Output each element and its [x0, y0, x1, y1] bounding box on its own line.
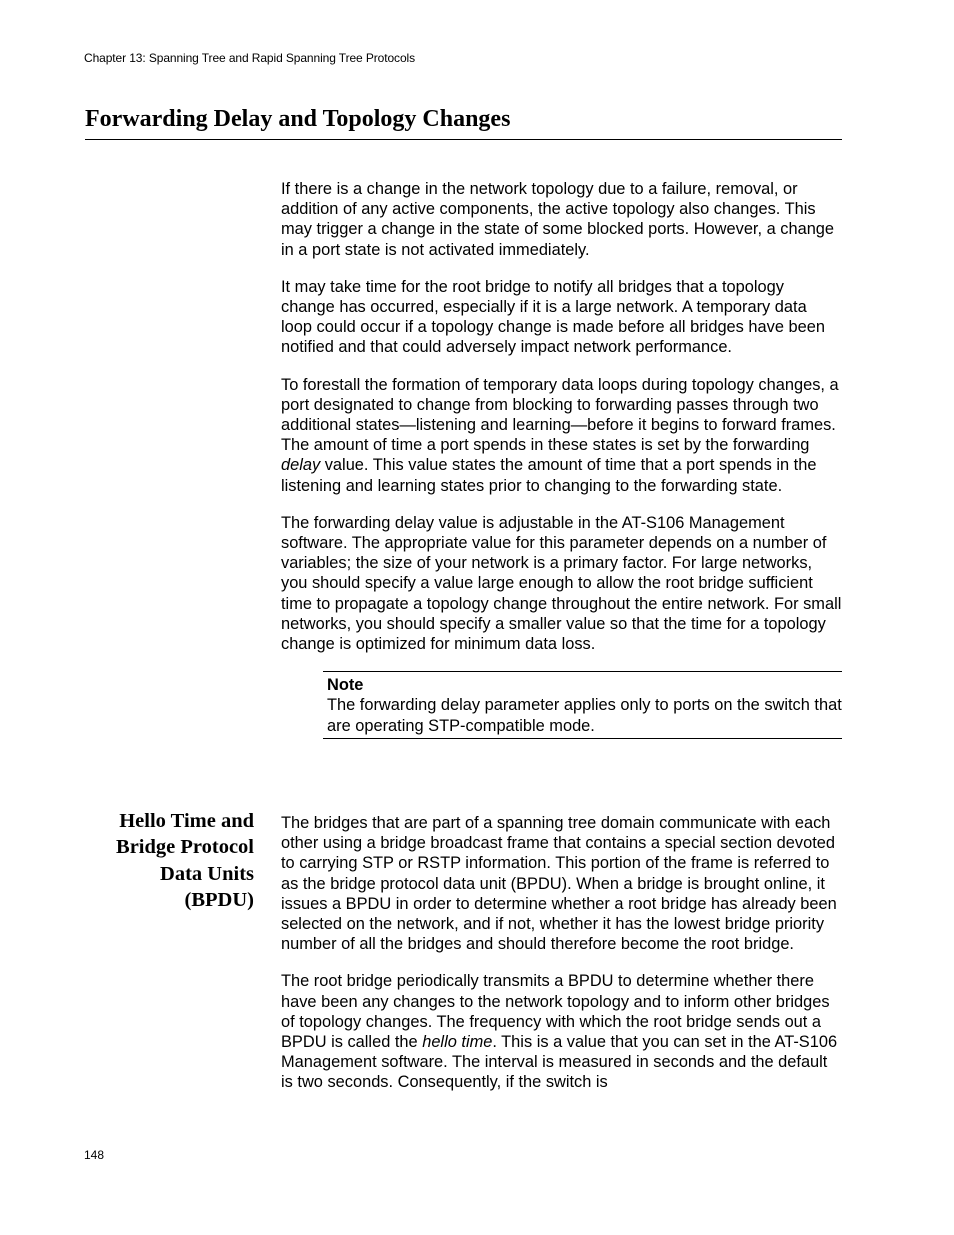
- section-title: Forwarding Delay and Topology Changes: [85, 106, 842, 140]
- running-header: Chapter 13: Spanning Tree and Rapid Spanning Tree Protocols: [84, 51, 415, 65]
- emphasis: delay: [281, 456, 321, 475]
- heading-line: (BPDU): [184, 888, 254, 911]
- heading-line: Hello Time and: [119, 810, 254, 832]
- paragraph: [281, 375, 842, 496]
- section-body: [281, 179, 842, 739]
- paragraph: The forwarding delay value is adjustable in the AT-S106 Management software. The appropriate value for this parameter depends on a number of variables; the size of your network is a primary factor. For large networks, you should specify a value large enough to allow the root bridge sufficient time to propagate a topology change throughout the entire network. For small networks, you should specify a smaller value so that the time for a topology change is optimized for minimum data loss.: [281, 513, 842, 654]
- text-run: To forestall the formation of temporary data loops during topology changes, a port designated to change from blocking to forwarding passes through two additional states—listening and learning—before it begins to forward frames. The amount of time a port spends in these states is set by the forwarding: [281, 375, 839, 455]
- paragraph: If there is a change in the network topology due to a failure, removal, or addition of any active components, the active topology also changes. This may trigger a change in the state of some blocked ports. However, a change in a port state is not activated immediately.: [281, 180, 835, 259]
- subsection-body: [281, 813, 842, 1110]
- page-number: 148: [84, 1148, 105, 1162]
- subsection-heading: [85, 808, 254, 913]
- heading-line: Bridge Protocol: [116, 836, 254, 859]
- text-run: The root bridge periodically transmits a BPDU to determine whether there have been any changes to the network topology and to inform other bridges of topology changes. The frequency with which the root bridge sends out a BPDU is called the: [281, 972, 830, 1052]
- text-run: . This is a value that you can set in the AT-S106 Management software. The interval is measured in seconds and the default is two seconds. Consequently, if the switch is: [281, 1033, 838, 1092]
- paragraph: The bridges that are part of a spanning tree domain communicate with each other using a bridge broadcast frame that contains a special section devoted to carrying STP or RSTP information. This portion of the frame is referred to as the bridge protocol data unit (BPDU). When a bridge is brought online, it issues a BPDU in order to determine whether a root bridge has already been selected on the network, and if not, whether it has the lowest bridge priority number of all the bridges and should therefore become the root bridge.: [281, 814, 837, 954]
- paragraph: It may take time for the root bridge to notify all bridges that a topology change has occurred, especially if it is a large network. A temporary data loop could occur if a topology change is made before all bridges have been notified and that could adversely impact network performance.: [281, 277, 825, 357]
- heading-line: Data Units: [160, 862, 254, 885]
- paragraph: [281, 971, 842, 1092]
- text-run: value. This value states the amount of time that a port spends in the listening and learning states prior to changing to the forwarding state.: [281, 456, 817, 495]
- emphasis: hello time: [422, 1033, 493, 1052]
- note-box: [323, 671, 842, 739]
- note-title: Note: [327, 676, 364, 695]
- note-text: The forwarding delay parameter applies only to ports on the switch that are operating STP-compatible mode.: [327, 696, 842, 735]
